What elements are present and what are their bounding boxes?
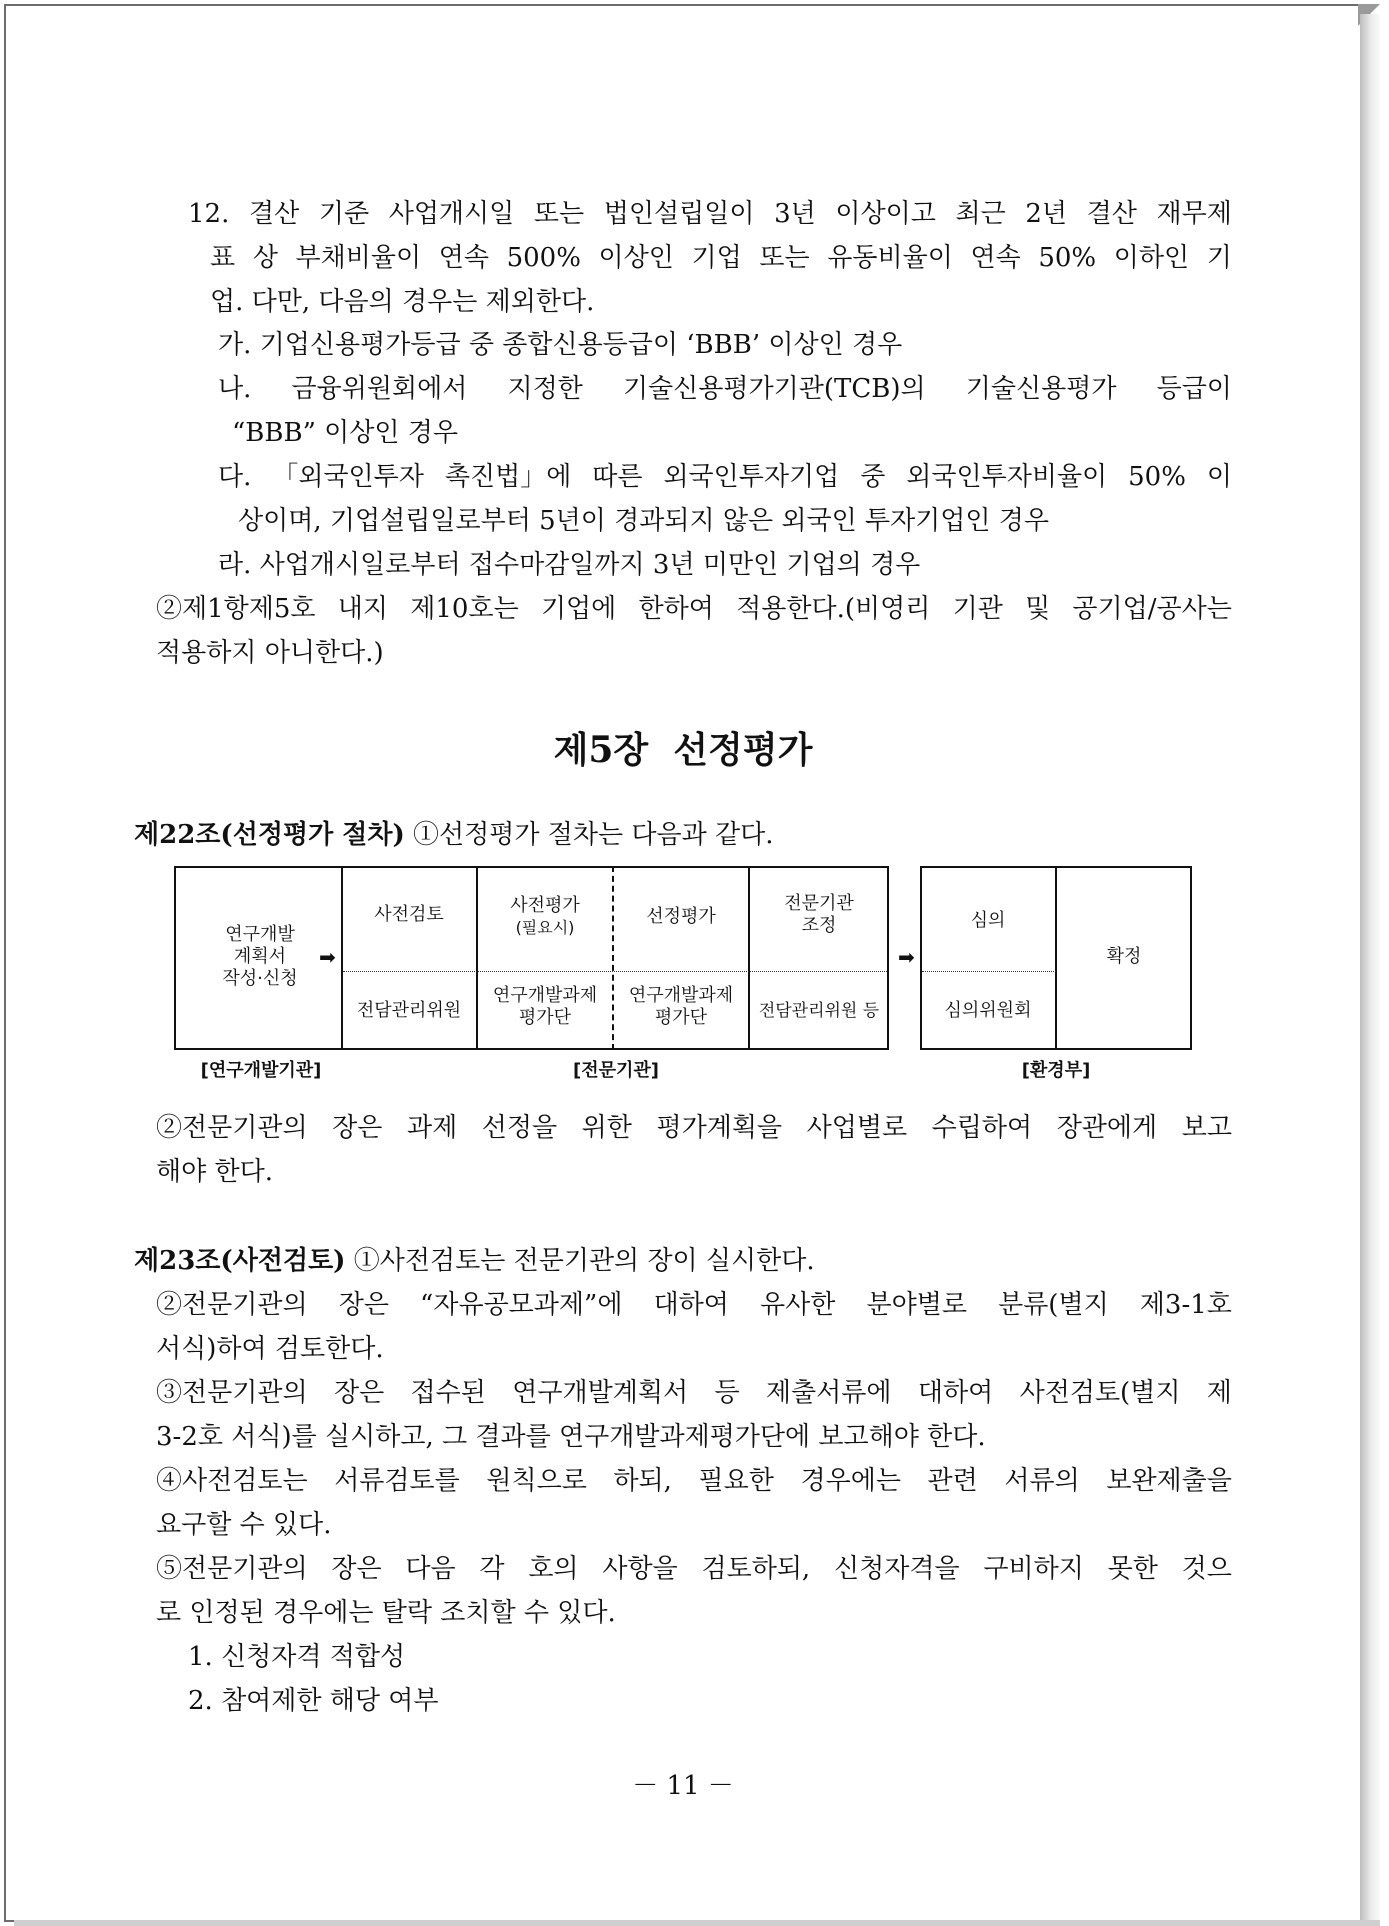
article-23-para-5-line-2: 로 인정된 경우에는 탈락 조치할 수 있다.: [156, 1598, 616, 1628]
word: 수립하여: [931, 1113, 1033, 1143]
chapter-title: 제5장 선정평가: [553, 729, 813, 771]
step-prereview-owner: 전담관리위원: [356, 1000, 462, 1021]
sub-item-da-line-2: 상이며, 기업설립일로부터 5년이 경과되지 않은 외국인 투자기업인 경우: [238, 506, 1050, 536]
word: 원칙으로: [486, 1466, 587, 1496]
arrow-icon: ➡: [319, 945, 336, 969]
step-selection-owner: [613, 985, 749, 1029]
word: 따른: [592, 462, 643, 492]
word: 장은: [331, 1554, 382, 1584]
word: 중: [860, 462, 886, 492]
word: 기업에: [540, 594, 617, 624]
word: 관련: [927, 1466, 978, 1496]
word: 장은: [338, 1290, 389, 1320]
word: 사업별로: [806, 1113, 908, 1143]
word: 법인설립일이: [603, 199, 755, 229]
word: 외국인투자비율이: [906, 462, 1108, 492]
sub-item-ga: 가. 기업신용평가등급 중 종합신용등급이 ‘BBB’ 이상인 경우: [218, 330, 903, 360]
step-preevaluation-owner-line-1: 연구개발과제: [492, 985, 598, 1006]
word: 사항을: [602, 1554, 678, 1584]
applicant-label-line-3: 작성·신청: [222, 968, 298, 989]
word: 다음: [405, 1554, 456, 1584]
word: 기술신용평가기관(TCB)의: [622, 374, 926, 404]
step-adjustment-owner: 전담관리위원 등: [758, 1001, 880, 1021]
word: 「외국인투자: [272, 462, 424, 492]
item-12-line-3: 업. 다만, 다음의 경우는 제외한다.: [210, 287, 595, 317]
word: 연구개발계획서: [512, 1378, 689, 1408]
word: 등: [714, 1378, 740, 1408]
step-agency-adjustment-line-2: 조정: [801, 915, 837, 936]
word: 결산: [1086, 199, 1137, 229]
word: 평가계획을: [656, 1113, 783, 1143]
word: 접수된: [410, 1378, 486, 1408]
word: 검토하되,: [701, 1554, 811, 1584]
word: 최근: [955, 199, 1006, 229]
word: 대하여: [917, 1378, 994, 1408]
word: ③전문기관의: [156, 1378, 308, 1408]
word: 각: [479, 1554, 505, 1584]
word: 나.: [218, 374, 252, 404]
step-prereview: 사전검토: [374, 904, 444, 925]
word: 금융위원회에서: [291, 374, 468, 404]
word: 선정을: [481, 1113, 558, 1143]
word: 2년: [1025, 199, 1068, 229]
word: 결산: [248, 199, 300, 229]
word: 한하여: [638, 594, 714, 624]
word: 제출서류에: [765, 1378, 892, 1408]
article-22-text: ①선정평가 절차는 다음과 같다.: [404, 820, 774, 850]
applicant-label-line-1: 연구개발: [225, 924, 295, 945]
word: 장은: [332, 1113, 383, 1143]
article-23-heading: [134, 1245, 815, 1277]
word: 이상이고: [835, 199, 936, 229]
paragraph-2-line-2: 적용하지 아니한다.): [156, 638, 384, 668]
word: 3년: [774, 199, 816, 229]
step-preevaluation-owner-line-2: 평가단: [518, 1007, 572, 1028]
step-preevaluation: [477, 895, 613, 939]
word: 또는: [533, 199, 585, 229]
word: 촉진법」에: [444, 462, 572, 492]
word: 50%: [1038, 243, 1097, 273]
page-edge-shadow: [1360, 14, 1380, 1924]
item-12-line-1: [188, 198, 1232, 230]
article-23-item-2: 2. 참여제한 해당 여부: [188, 1686, 439, 1716]
word: ④사전검토는: [156, 1466, 308, 1496]
word: 기준: [318, 199, 370, 229]
word: 분류(별지: [998, 1290, 1109, 1320]
step-deliberation: 심의: [970, 910, 1006, 931]
word: 필요한: [698, 1466, 774, 1496]
step-preevaluation-owner: [477, 985, 613, 1029]
step-agency-adjustment: [749, 893, 889, 937]
step-deliberation-owner: 심의위원회: [944, 1000, 1032, 1021]
item-12-line-2: [210, 242, 1232, 274]
word: 하되,: [613, 1466, 672, 1496]
word: ②제1항제5호: [156, 594, 316, 624]
arrow-icon: ➡: [898, 945, 915, 969]
word: 외국인투자기업: [663, 462, 840, 492]
article-23-text: ①사전검토는 전문기관의 장이 실시한다.: [345, 1246, 815, 1276]
word: ⑤전문기관의: [156, 1554, 308, 1584]
word: 기술신용평가: [965, 374, 1117, 404]
word: 장은: [333, 1378, 385, 1408]
word: 제3-1호: [1139, 1290, 1232, 1320]
word: 부채비율이: [295, 243, 422, 273]
word: 과제: [406, 1113, 458, 1143]
label-ministry: [환경부]: [1021, 1060, 1091, 1081]
step-selection-owner-line-2: 평가단: [654, 1007, 708, 1028]
article-22-para-2-line-2: 해야 한다.: [156, 1157, 273, 1187]
word: 사전검토(별지: [1019, 1378, 1181, 1408]
word: 보완제출을: [1106, 1466, 1232, 1496]
article-23-para-4-line-2: 요구할 수 있다.: [156, 1510, 332, 1540]
word: 이상인: [598, 243, 674, 273]
word: 내지: [337, 594, 389, 624]
label-research-institution: [연구개발기관]: [200, 1060, 322, 1081]
word: 연속: [438, 243, 489, 273]
word: 것으: [1181, 1554, 1232, 1584]
step-preevaluation-line-1: 사전평가: [510, 895, 580, 916]
word: ②전문기관의: [156, 1290, 308, 1320]
page-number: － 11 －: [632, 1771, 734, 1801]
page-bottom-shadow: [14, 1920, 1380, 1926]
word: 기관: [952, 594, 1003, 624]
word: 적용한다.(비영리: [736, 594, 931, 624]
ministry-row-divider: [922, 971, 1056, 972]
word: 유동비율이: [827, 243, 953, 273]
article-23-title: 제23조(사전검토): [134, 1246, 346, 1276]
article-23-para-5-line-1: [156, 1553, 1232, 1585]
article-23-item-1: 1. 신청자격 적합성: [188, 1642, 406, 1672]
sub-item-da-line-1: [218, 461, 1232, 493]
word: 500%: [506, 243, 581, 273]
article-22-para-2-line-1: [156, 1112, 1232, 1144]
word: 장관에게: [1056, 1113, 1158, 1143]
word: 분야별로: [866, 1290, 967, 1320]
word: 유사한: [760, 1290, 836, 1320]
step-selection-evaluation: 선정평가: [646, 906, 716, 927]
step-confirmation: 확정: [1106, 946, 1142, 967]
word: 구비하지: [983, 1554, 1084, 1584]
word: 호의: [528, 1554, 579, 1584]
word: 및: [1025, 594, 1051, 624]
word: 다.: [218, 462, 252, 492]
word: 못한: [1107, 1554, 1158, 1584]
article-23-para-2-line-1: [156, 1289, 1232, 1321]
word: 재무제: [1156, 199, 1232, 229]
word: 신청자격을: [833, 1554, 960, 1584]
step-agency-adjustment-line-1: 전문기관: [784, 893, 854, 914]
applicant-label-line-2: 계획서: [233, 946, 287, 967]
word: 제10호는: [410, 594, 519, 624]
article-23-para-2-line-2: 서식)하여 검토한다.: [156, 1334, 384, 1364]
word: 공기업/공사는: [1072, 594, 1232, 624]
sub-item-ra: 라. 사업개시일로부터 접수마감일까지 3년 미만인 기업의 경우: [218, 550, 921, 580]
sub-item-na-line-1: [218, 373, 1232, 405]
word: 대하여: [653, 1290, 729, 1320]
word: 상: [252, 243, 278, 273]
word: 서류의: [1004, 1466, 1080, 1496]
word: 경우에는: [800, 1466, 901, 1496]
word: 12.: [188, 199, 230, 229]
paragraph-2-line-1: [156, 593, 1232, 625]
word: 제: [1206, 1378, 1232, 1408]
word: 지정한: [507, 374, 583, 404]
article-23-para-3-line-2: 3-2호 서식)를 실시하고, 그 결과를 연구개발과제평가단에 보고해야 한다.: [156, 1422, 986, 1452]
word: 위한: [581, 1113, 632, 1143]
step-selection-owner-line-1: 연구개발과제: [628, 985, 734, 1006]
article-23-para-4-line-1: [156, 1465, 1232, 1497]
document-page: [4, 4, 1362, 1922]
article-23-para-3-line-1: [156, 1377, 1232, 1409]
word: 서류검토를: [334, 1466, 460, 1496]
word: 연속: [970, 243, 1021, 273]
word: 또는: [759, 243, 810, 273]
word: 50%: [1128, 462, 1186, 492]
article-22-heading: [134, 819, 773, 851]
agency-row-divider: [343, 971, 887, 972]
word: 등급이: [1156, 374, 1232, 404]
sub-item-na-line-2: “BBB” 이상인 경우: [232, 418, 459, 448]
word: 표: [210, 243, 236, 273]
word: 보고: [1181, 1113, 1232, 1143]
article-22-title: 제22조(선정평가 절차): [134, 820, 405, 850]
word: 사업개시일: [388, 199, 515, 229]
word: ②전문기관의: [156, 1113, 308, 1143]
word: 이하인: [1113, 243, 1190, 273]
step-preevaluation-line-2: (필요시): [515, 918, 575, 937]
word: 이: [1206, 462, 1232, 492]
word: 기: [1206, 243, 1232, 273]
label-specialized-agency: [전문기관]: [572, 1060, 659, 1081]
word: 기업: [691, 243, 742, 273]
word: “자유공모과제”에: [420, 1290, 623, 1320]
